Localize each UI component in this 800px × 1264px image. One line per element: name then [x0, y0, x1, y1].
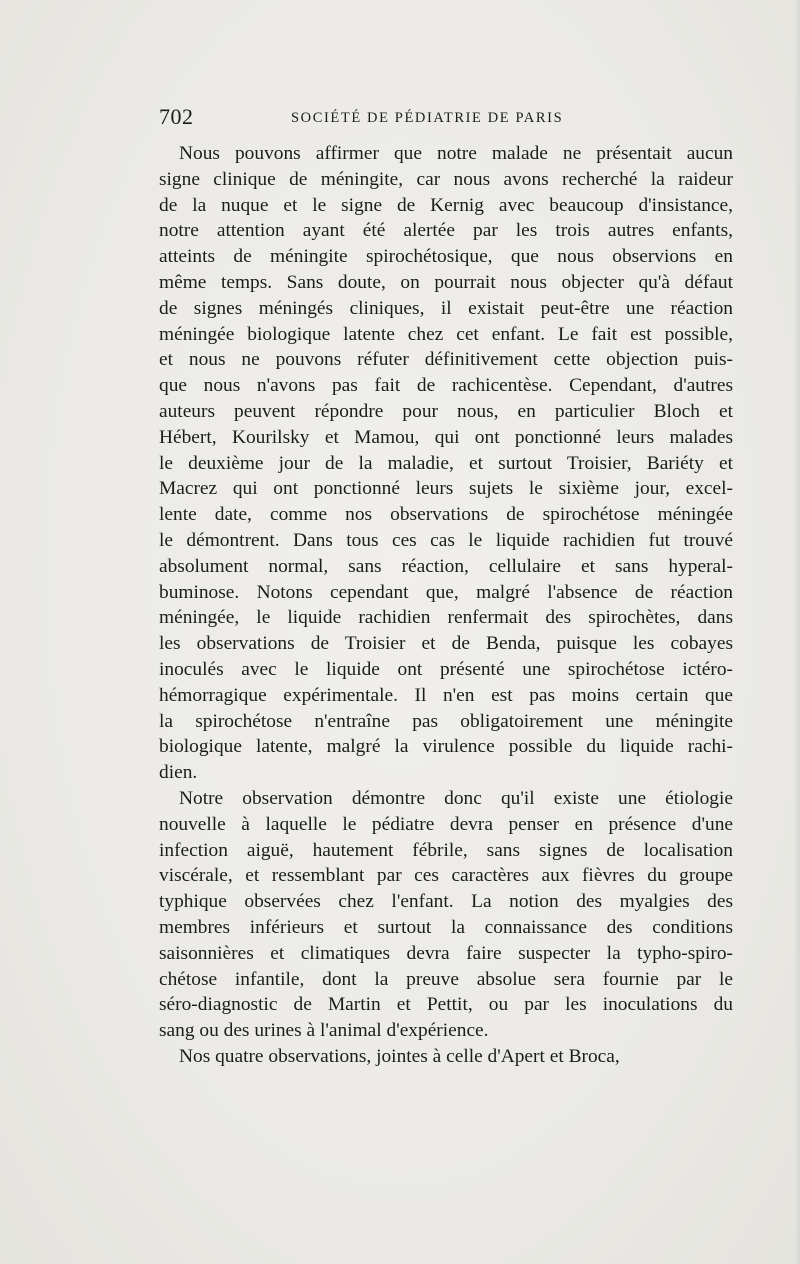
text-line: et nous ne pouvons réfuter définitivement cette objection puis-	[159, 349, 733, 371]
text-line: absolument normal, sans réaction, cellulaire et sans hyperal-	[159, 555, 733, 577]
text-line: méningée biologique latente chez cet enfant. Le fait est possible,	[159, 323, 733, 345]
text-line: Macrez qui ont ponctionné leurs sujets le sixième jour, excel-	[159, 478, 733, 500]
text-line: méningée, le liquide rachidien renfermait des spirochètes, dans	[159, 607, 733, 629]
page-edge-shadow	[794, 0, 800, 1264]
text-line: nouvelle à laquelle le pédiatre devra penser en présence d'une	[159, 813, 733, 835]
text-line: Nous pouvons affirmer que notre malade ne présentait aucun	[179, 143, 733, 164]
text-line: lente date, comme nos observations de spirochétose méningée	[159, 504, 733, 526]
running-title: SOCIÉTÉ DE PÉDIATRIE DE PARIS	[291, 110, 564, 126]
text-line: atteints de méningite spirochétosique, que nous observions en	[159, 246, 733, 268]
text-line: le deuxième jour de la maladie, et surtout Troisier, Bariéty et	[159, 452, 733, 474]
text-line: Notre observation démontre donc qu'il existe une étiologie	[179, 787, 733, 809]
text-line: dien.	[159, 762, 198, 784]
text-line: hémorragique expérimentale. Il n'en est pas moins certain que	[159, 684, 733, 706]
text-line: les observations de Troisier et de Benda, puisque les cobayes	[159, 633, 733, 655]
text-line: notre attention ayant été alertée par les trois autres enfants,	[159, 220, 733, 242]
text-line: de signes méningés cliniques, il existait peut-être une réaction	[159, 297, 733, 319]
text-line: saisonnières et climatiques devra faire suspecter la typho-spiro-	[159, 942, 733, 964]
text-line: le démontrent. Dans tous ces cas le liquide rachidien fut trouvé	[159, 529, 733, 551]
text-line: de la nuque et le signe de Kernig avec beaucoup d'insistance,	[159, 194, 733, 216]
text-line: la spirochétose n'entraîne pas obligatoirement une méningite	[159, 710, 733, 732]
text-line: biologique latente, malgré la virulence possible du liquide rachi-	[159, 736, 733, 758]
text-line: signe clinique de méningite, car nous avons recherché la raideur	[159, 168, 733, 190]
page-number: 702	[159, 104, 194, 129]
text-line: séro-diagnostic de Martin et Pettit, ou par les inoculations du	[159, 994, 733, 1016]
text-line: buminose. Notons cependant que, malgré l'absence de réaction	[159, 581, 733, 603]
paragraph	[159, 141, 733, 786]
text-line: inoculés avec le liquide ont présenté une spirochétose ictéro-	[159, 658, 733, 680]
text-line: typhique observées chez l'enfant. La notion des myalgies des	[159, 891, 733, 913]
text-line: infection aiguë, hautement fébrile, sans signes de localisation	[159, 839, 733, 861]
text-line: Nos quatre observations, jointes à celle d'Apert et Broca,	[179, 1045, 620, 1067]
paragraph	[159, 786, 733, 1044]
text-line: auteurs peuvent répondre pour nous, en particulier Bloch et	[159, 400, 733, 422]
paragraph	[159, 1044, 733, 1070]
text-line: Hébert, Kourilsky et Mamou, qui ont ponctionné leurs malades	[159, 426, 733, 448]
body-text	[159, 141, 733, 1070]
text-line: membres inférieurs et surtout la connaissance des conditions	[159, 916, 733, 938]
text-line: même temps. Sans doute, on pourrait nous objecter qu'à défaut	[159, 271, 733, 293]
page-header	[159, 104, 733, 132]
text-line: chétose infantile, dont la preuve absolue sera fournie par le	[159, 968, 733, 990]
text-line: viscérale, et ressemblant par ces caractères aux fièvres du groupe	[159, 865, 733, 887]
text-line: que nous n'avons pas fait de rachicentèse. Cependant, d'autres	[159, 375, 733, 397]
text-line: sang ou des urines à l'animal d'expérience.	[159, 1020, 489, 1042]
